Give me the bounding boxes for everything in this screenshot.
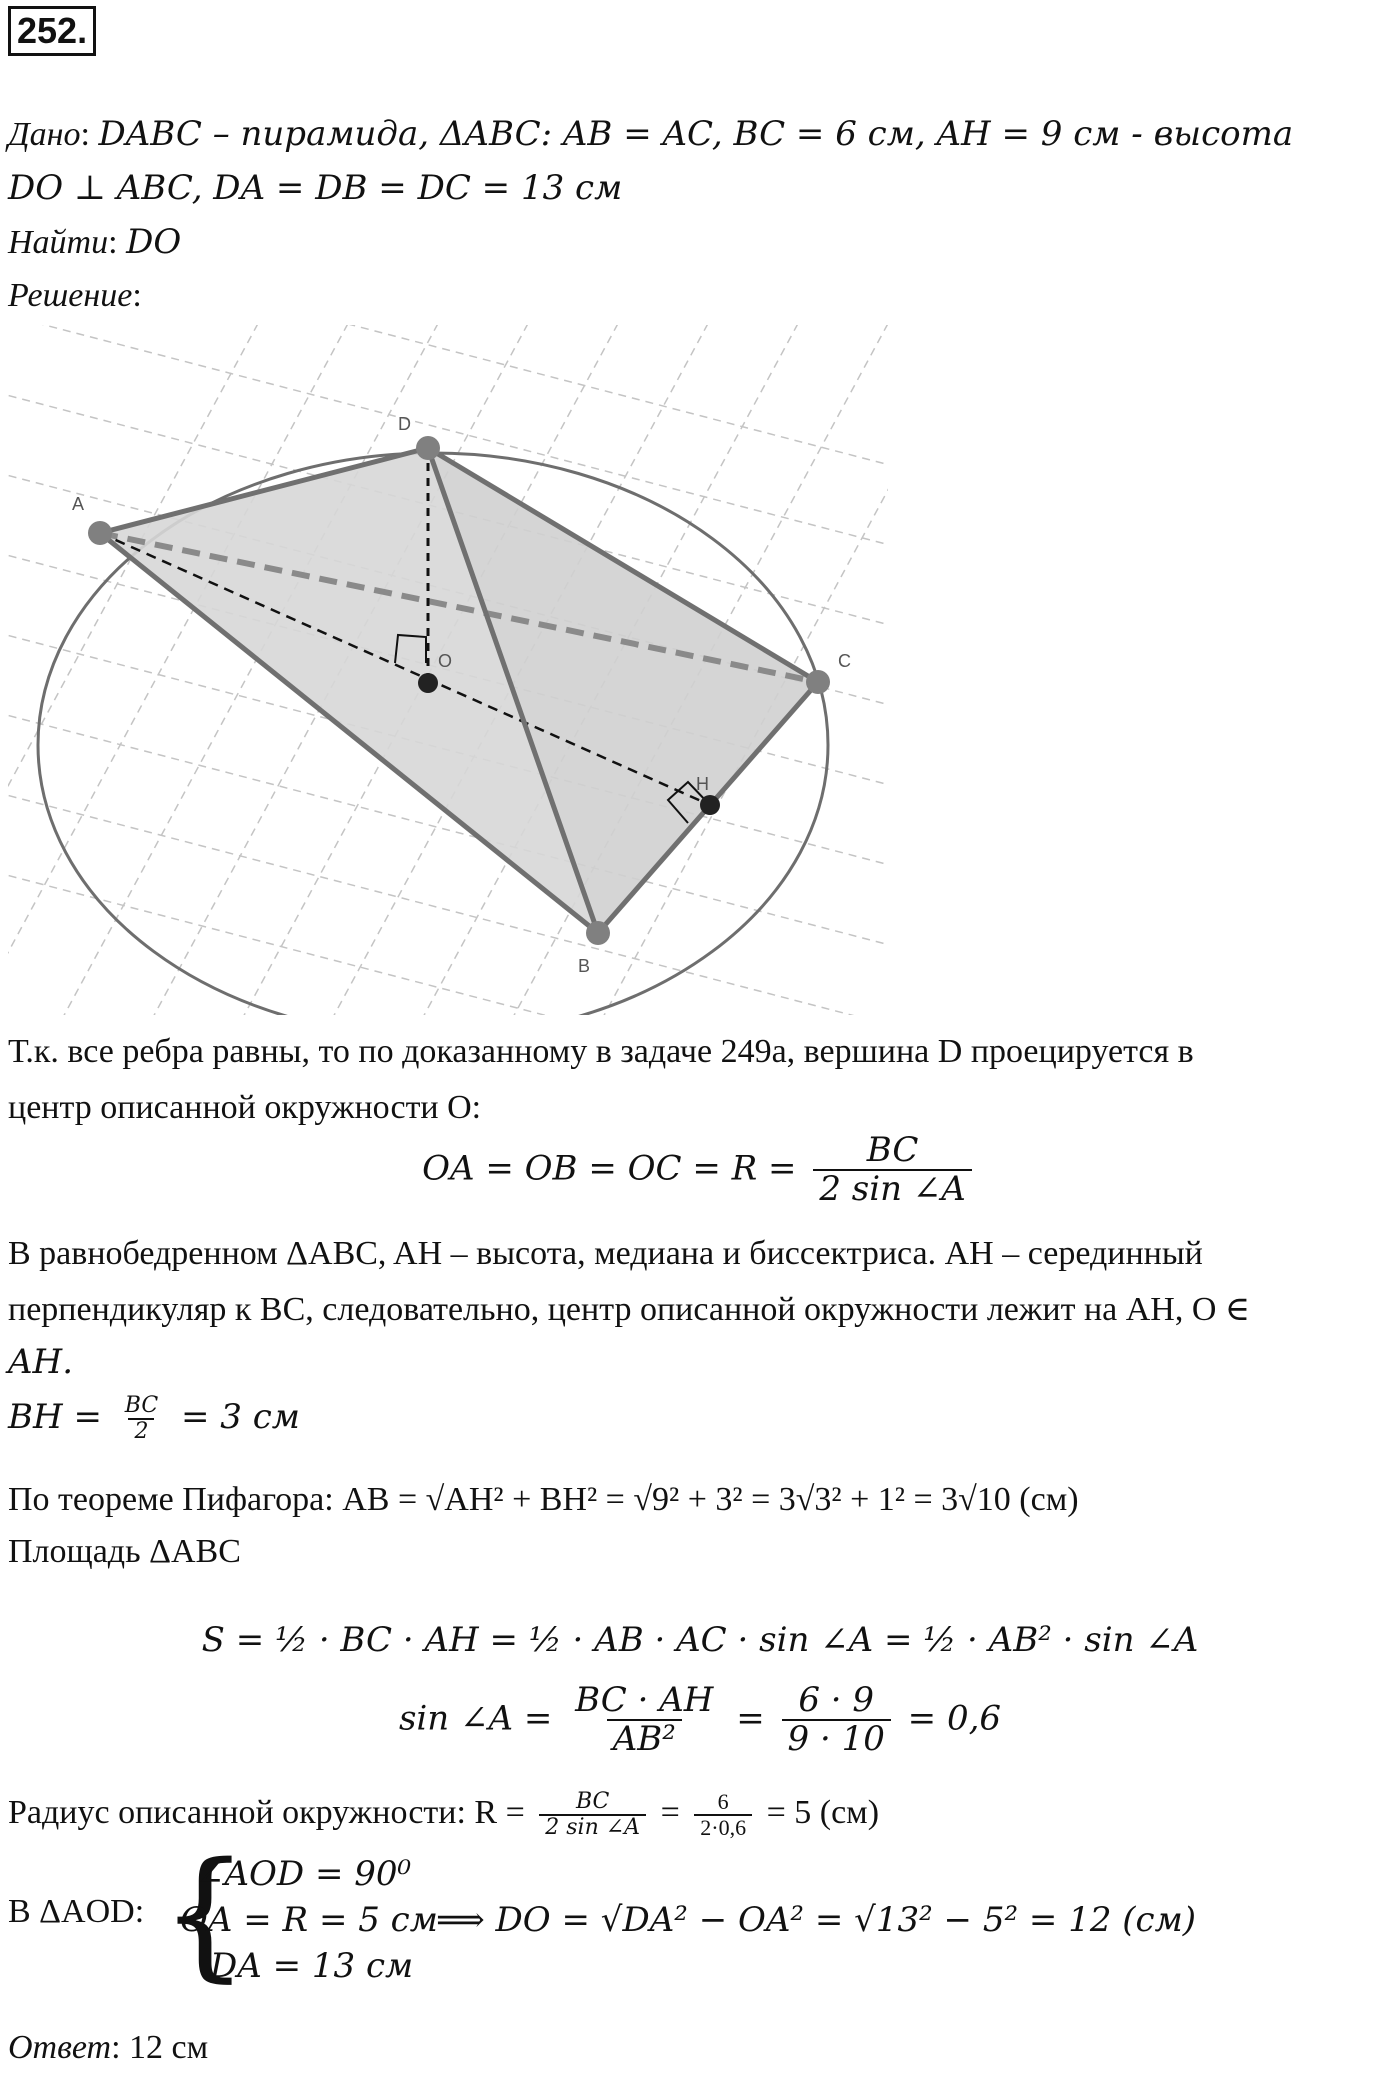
sin-equation: sin ∠A = $\frac{BC \cdot AH}{\text{AB²}}$ = $\frac{6 \cdot 9}{9 \cdot 10}$ = 0,6 [398,1680,1002,1760]
point-o [418,673,438,693]
bh-fraction [119,1394,164,1444]
given-text-1: DABC – пирамида, ΔABC: AB = AC, BC = 6 см, AH = 9 см - высота [98,114,1294,154]
find-label: Найти [8,224,109,261]
label-b: B [578,956,591,976]
sin-left: sin ∠A = [398,1698,553,1739]
pythagoras-line: По теореме Пифагора: AB = √AH² + BH² = √9² + 3² = 3√3² + 1² = 3√10 (см) [8,1481,1079,1518]
paragraph-2c: AH. [8,1342,74,1382]
bh-left: BH = [8,1397,102,1438]
bh-den: 2 [128,1418,154,1444]
sin-right: = 0,6 [907,1698,1002,1739]
paragraph-1a: Т.к. все ребра равны, то по доказанному в задаче 249а, вершина D проецируется в [8,1033,1194,1070]
system-brace: { [160,1833,250,1996]
equation-r-fraction [813,1132,972,1209]
radius-line: Радиус описанной окружности: R = $\frac{BC}{2 \sin \angle A}$ = $\frac{6}{2\cdot 0,6}$ = 5 (см) [8,1789,880,1841]
answer-value: : 12 см [111,2029,209,2066]
point-c [806,670,830,694]
problem-number: 252. [8,6,96,56]
given-line-2 [8,166,622,211]
label-c: C [838,651,851,671]
find-value: DO [126,222,182,262]
given-label: Дано [8,116,81,153]
label-d: D [398,414,411,434]
sin-fraction-2 [782,1682,891,1759]
radius-den-2: 2·0,6 [694,1814,752,1840]
label-h: H [696,774,709,794]
bh-num: BC [124,1393,159,1418]
radius-fraction-2 [694,1790,752,1840]
given-line-1: Дано: DABC – пирамида, ΔABC: AB = AC, BC = 6 см, AH = 9 см - высота [8,114,1294,154]
sin-fraction-1 [569,1682,719,1759]
sin-den-2: 9 · 10 [782,1719,891,1758]
radius-num-1: BC [575,1789,610,1814]
pyramid-figure [8,325,888,1015]
answer-label: Ответ [8,2029,112,2066]
equation-r-left: OA = OB = OC = R = [422,1148,797,1189]
find-line: Найти: DO [8,222,182,262]
equation-r-num: BC [866,1130,919,1170]
radius-right: = 5 (см) [766,1793,880,1831]
point-d [416,436,440,460]
bh-equation [8,1394,300,1444]
solution-label: Решение [8,277,133,314]
bh-right: = 3 см [180,1397,300,1438]
point-a [88,521,112,545]
radius-den-1: 2 sin ∠A [539,1814,646,1840]
area-equation: S = ½ · BC · AH = ½ · AB · AC · sin ∠A = ½ · AB² · sin ∠A [201,1620,1199,1660]
point-b [586,921,610,945]
sin-den-1: AB² [607,1719,682,1758]
equation-r-den: 2 sin ∠A [813,1169,972,1208]
aod-condition-1: ∠AOD = 90⁰ [196,1854,412,1894]
aod-condition-3: DA = 13 см [210,1946,414,1986]
sin-num-1: BC · AH [575,1680,714,1720]
aod-result: ⟹ DO = √DA² − OA² = √13² − 5² = 12 (см) [436,1900,1197,1940]
given-text-2: DO ⊥ ABC, DA = DB = DC = 13 см [8,168,623,208]
solution-label-line: Решение: [8,277,142,314]
paragraph-1b: центр описанной окружности O: [8,1089,482,1126]
paragraph-2a: В равнобедренном ΔABC, AH – высота, медиана и биссектриса. AH – серединный [8,1235,1203,1272]
label-a: A [72,494,85,514]
aod-condition-2: OA = R = 5 см [180,1900,438,1940]
answer-line [8,2026,208,2070]
equation-r [0,1132,1400,1209]
radius-num-2: 6 [717,1789,729,1814]
point-h [700,795,720,815]
paragraph-2b: перпендикуляр к BC, следовательно, центр описанной окружности лежит на AH, O ∈ [8,1291,1251,1328]
label-o: O [438,651,453,671]
radius-label: Радиус описанной окружности: R = [8,1793,525,1831]
sin-num-2: 6 · 9 [798,1680,875,1720]
aod-label: В ΔAOD: [8,1893,145,1930]
area-label: Площадь ΔABC [8,1533,241,1570]
radius-fraction-1 [539,1790,646,1840]
